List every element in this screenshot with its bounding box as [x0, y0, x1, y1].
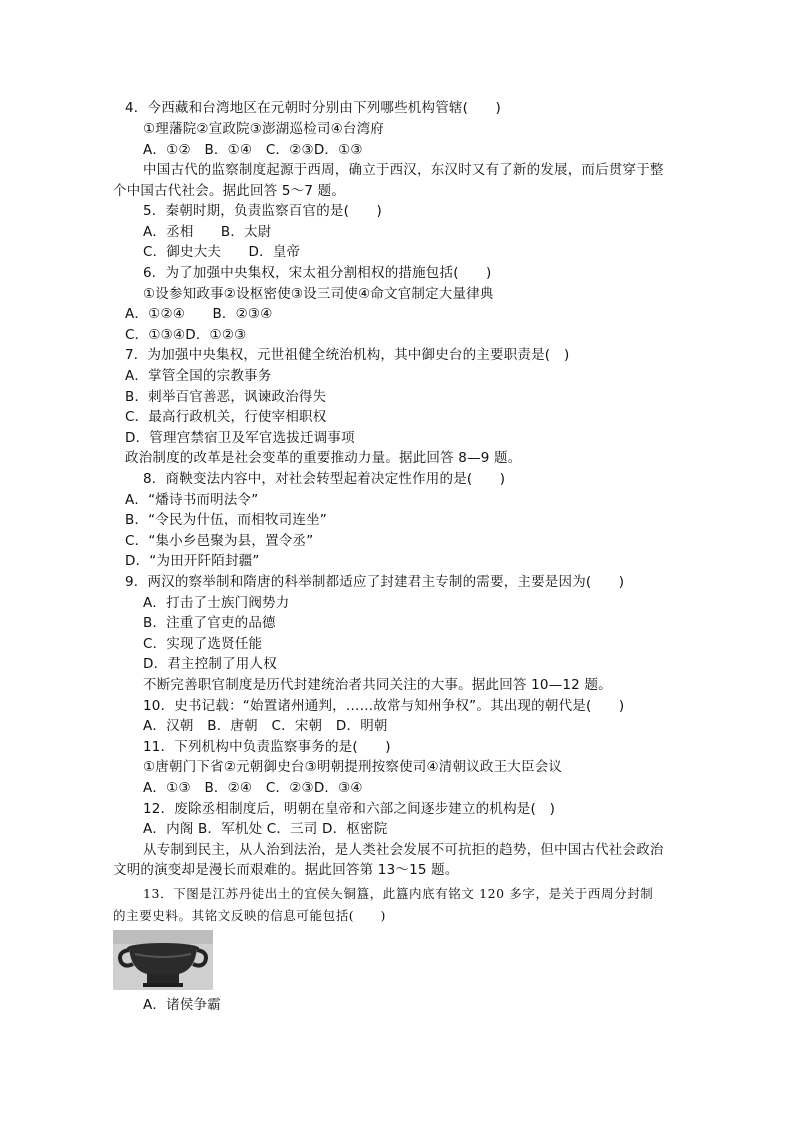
intro-5-7-cont: 个中国古代社会。据此回答 5～7 题。	[113, 183, 346, 199]
q5-options-ab: A．丞相 B．太尉	[143, 224, 272, 240]
q9-option-b: B．注重了官吏的品德	[143, 615, 276, 631]
intro-5-7: 中国古代的监察制度起源于西周，确立于西汉，东汉时又有了新的发展，而后贯穿于整	[143, 162, 664, 178]
bronze-vessel-icon	[113, 930, 213, 990]
q11-items: ①唐朝门下省②元朝御史台③明朝提刑按察使司④清朝议政王大臣会议	[143, 759, 563, 775]
q9-option-c: C．实现了选贤任能	[143, 636, 263, 652]
q6-options-ab: A．①②④ B．②③④	[125, 306, 273, 322]
q7-option-b: B．刺举百官善恶，讽谏政治得失	[125, 389, 327, 405]
q11-stem: 11．下列机构中负责监察事务的是( )	[143, 739, 391, 755]
intro-13-15-cont: 文明的演变却是漫长而艰难的。据此回答第 13～15 题。	[113, 862, 459, 878]
q9-option-d: D．君主控制了用人权	[143, 656, 277, 672]
intro-8-9: 政治制度的改革是社会变革的重要推动力量。据此回答 8—9 题。	[125, 450, 522, 466]
q9-stem: 9．两汉的察举制和隋唐的科举制都适应了封建君主专制的需要，主要是因为( )	[125, 574, 625, 590]
q7-option-a: A．掌管全国的宗教事务	[125, 368, 272, 384]
q8-option-b: B．“令民为什伍，而相牧司连坐”	[125, 512, 327, 528]
q8-option-a: A．“燔诗书而明法令”	[125, 492, 259, 508]
q10-options: A．汉朝 B．唐朝 C．宋朝 D．明朝	[143, 718, 388, 734]
q13-option-a: A．诸侯争霸	[143, 997, 221, 1013]
q4-stem: 4．今西藏和台湾地区在元朝时分别由下列哪些机构管辖( )	[125, 100, 501, 116]
q6-items: ①设参知政事②设枢密使③设三司使④命文官制定大量律典	[143, 286, 494, 302]
q11-options: A．①③ B．②④ C．②③D．③④	[143, 780, 363, 796]
q9-option-a: A．打击了士族门阀势力	[143, 595, 290, 611]
bronze-gui-photo	[113, 930, 213, 990]
q8-option-d: D．“为田开阡陌封疆”	[125, 553, 260, 569]
q5-options-cd: C．御史大夫 D．皇帝	[143, 244, 301, 260]
intro-13-15: 从专制到民主，从人治到法治，是人类社会发展不可抗拒的趋势，但中国古代社会政治	[143, 842, 664, 858]
intro-10-12: 不断完善职官制度是历代封建统治者共同关注的大事。据此回答 10—12 题。	[143, 677, 612, 693]
q6-stem: 6．为了加强中央集权，宋太祖分割相权的措施包括( )	[143, 265, 492, 281]
q7-stem: 7．为加强中央集权，元世祖健全统治机构，其中御史台的主要职责是( )	[125, 347, 570, 363]
q10-stem: 10．史书记载：“始置诸州通判，……故常与知州争权”。其出现的朝代是( )	[143, 698, 625, 714]
q4-items: ①理藩院②宣政院③澎湖巡检司④台湾府	[143, 121, 385, 137]
q5-stem: 5．秦朝时期，负责监察百官的是( )	[143, 203, 382, 219]
q13-stem: 13．下图是江苏丹徒出土的宜侯夨铜簋，此簋内底有铭文 120 多字，是关于西周分封制	[143, 886, 654, 901]
q7-option-d: D．管理宫禁宿卫及军官选拔迁调事项	[125, 430, 355, 446]
q7-option-c: C．最高行政机关，行使宰相职权	[125, 409, 327, 425]
q8-option-c: C．“集小乡邑聚为县，置令丞”	[125, 533, 314, 549]
q6-options-cd: C．①③④D．①②③	[125, 327, 247, 343]
q12-options: A．内阁 B．军机处 C．三司 D．枢密院	[143, 821, 388, 837]
q12-stem: 12．废除丞相制度后，明朝在皇帝和六部之间逐步建立的机构是( )	[143, 801, 556, 817]
q4-options: A．①② B．①④ C．②③D．①③	[143, 142, 363, 158]
q8-stem: 8．商鞅变法内容中，对社会转型起着决定性作用的是( )	[143, 471, 506, 487]
q13-stem-cont: 的主要史料。其铭文反映的信息可能包括( )	[113, 908, 386, 923]
